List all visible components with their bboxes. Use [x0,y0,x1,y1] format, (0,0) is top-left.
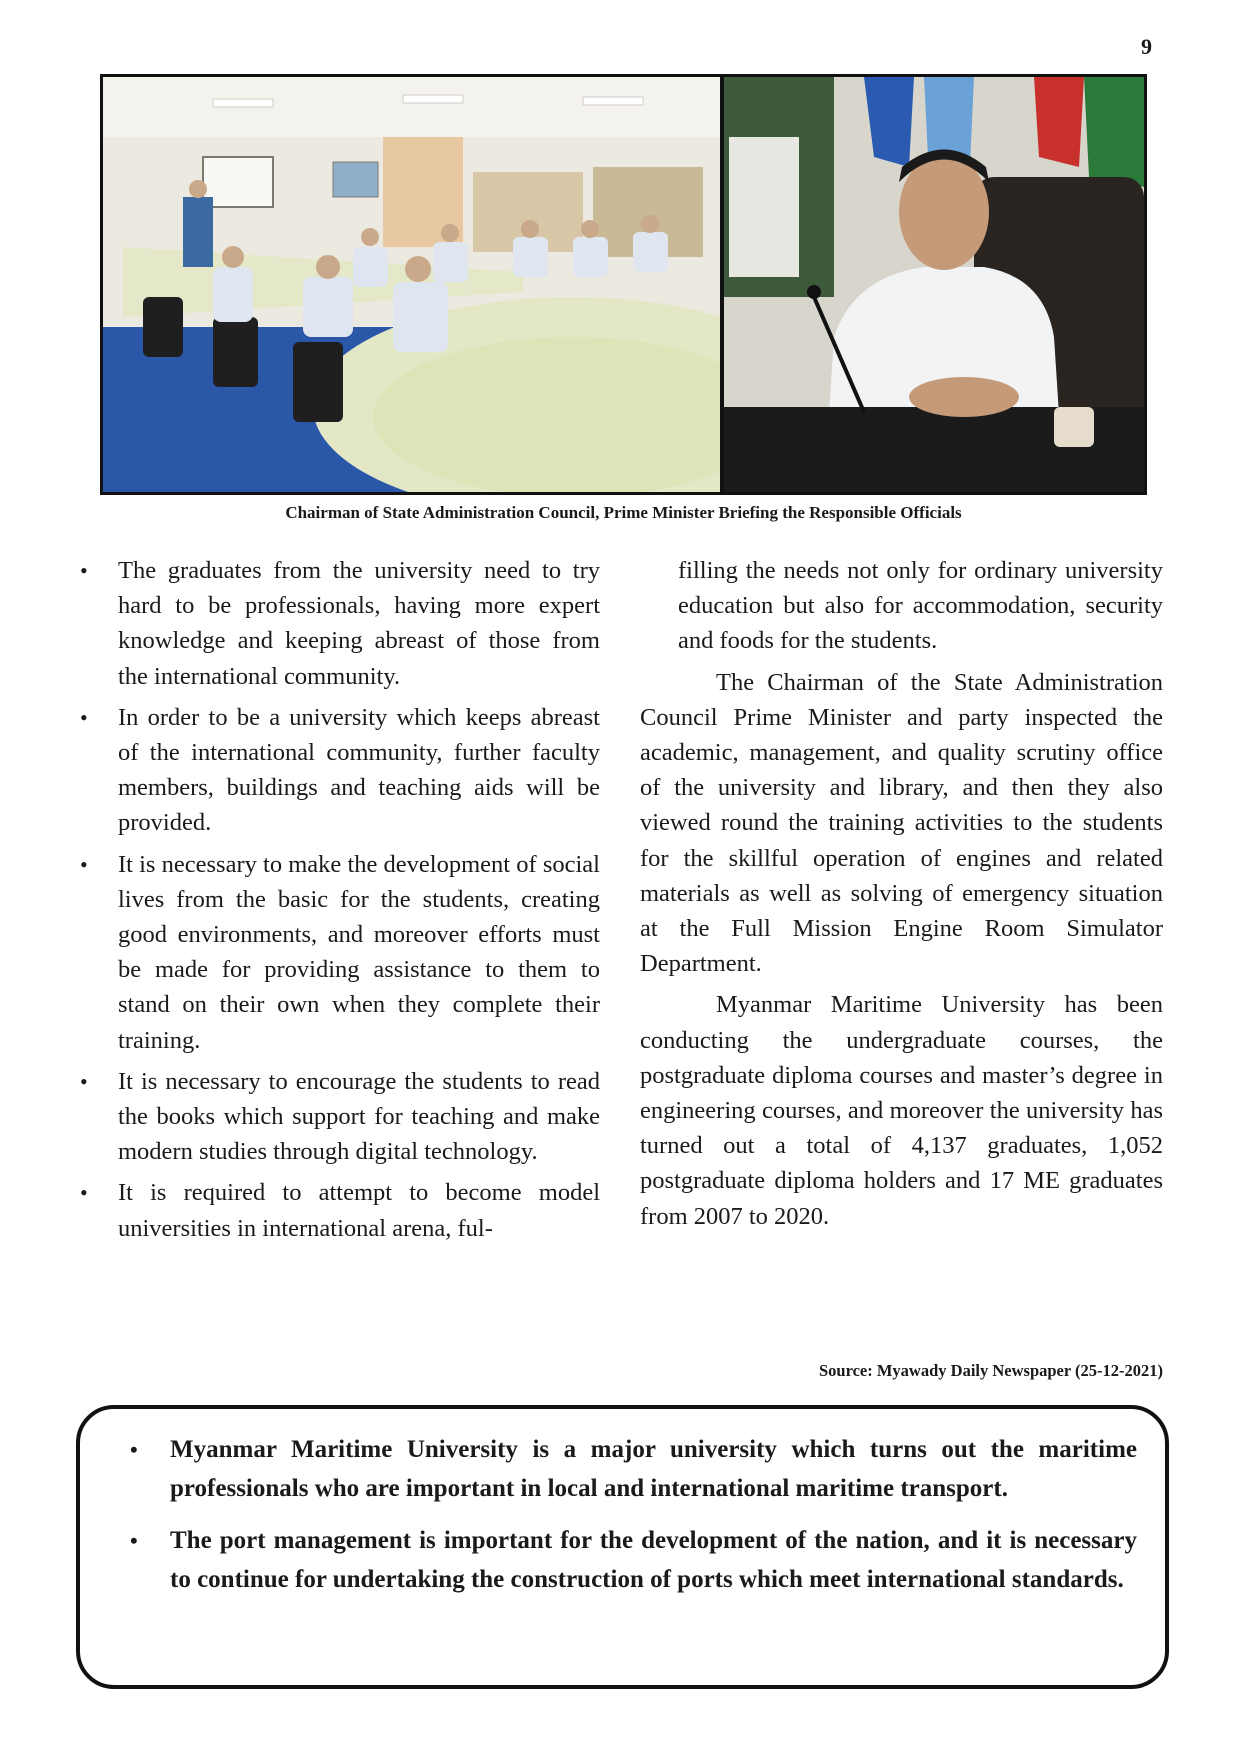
bullet-icon: • [80,1180,88,1206]
bullet-icon: • [80,558,88,583]
bullet-text: The graduates from the university need to try hard to be professionals, having more expert knowledge and keeping abreast of those from the international community. [118,557,600,690]
list-item [76,700,600,841]
summary-text: The port management is important for the development of the nation, and it is necessary to continue for undertaking the construction of ports which meet international standards. [170,1527,1137,1593]
paragraph: The Chairman of the State Administration Council Prime Minister and party inspected the academic, management, and quality scrutiny office of the university and library, and then they also viewed round the training activities to the students for the skillful operation of engines and related materials as well as solving of emergency situation at the Full Mission Engine Room Simulator Department. [640,668,1163,978]
right-column [640,553,1163,1240]
photo-caption: Chairman of State Administration Council, Prime Minister Briefing the Responsible Officials [285,503,962,522]
prime-minister-photo [724,77,1144,492]
summary-text: Myanmar Maritime University is a major university which turns out the maritime professionals who are important in local and international maritime transport. [170,1436,1137,1502]
list-item [76,847,600,1058]
summary-item [116,1522,1137,1599]
source-citation: Source: Myawady Daily Newspaper (25-12-2021) [818,1361,1163,1380]
summary-box [76,1405,1169,1689]
left-column [76,553,600,1252]
bullet-icon: • [130,1437,138,1462]
bullet-text: It is required to attempt to become model universities in international arena, ful- [118,1179,600,1242]
bullet-icon: • [80,851,88,877]
page-number: 9 [1141,34,1152,59]
photo-frame [100,74,1147,495]
meeting-room-photo [103,77,720,492]
summary-item [116,1431,1137,1508]
list-item [76,553,600,694]
bullet-icon: • [80,1068,88,1094]
list-item [76,1064,600,1170]
bullet-text: It is necessary to make the development of social lives from the basic for the students, creating good environments, and moreover efforts must be made for providing assistance to them to stand on their own when they complete their training. [118,850,600,1054]
bullet-icon: • [130,1528,138,1553]
continued-paragraph: filling the needs not only for ordinary university education but also for accommodation, security and foods for the students. [678,557,1163,655]
bullet-text: In order to be a university which keeps abreast of the international community, further faculty members, buildings and teaching aids will be provided. [118,703,600,837]
paragraph: Myanmar Maritime University has been conducting the undergraduate courses, the postgraduate diploma courses and master’s degree in engineering courses, and moreover the university has turned out a total of 4,137 graduates, 1,052 postgraduate diploma holders and 17 ME graduates from 2007 to 2020. [640,991,1163,1230]
bullet-text: It is necessary to encourage the students to read the books which support for teaching and make modern studies through digital technology. [118,1067,600,1166]
bullet-icon: • [80,704,88,730]
list-item [76,1175,600,1245]
